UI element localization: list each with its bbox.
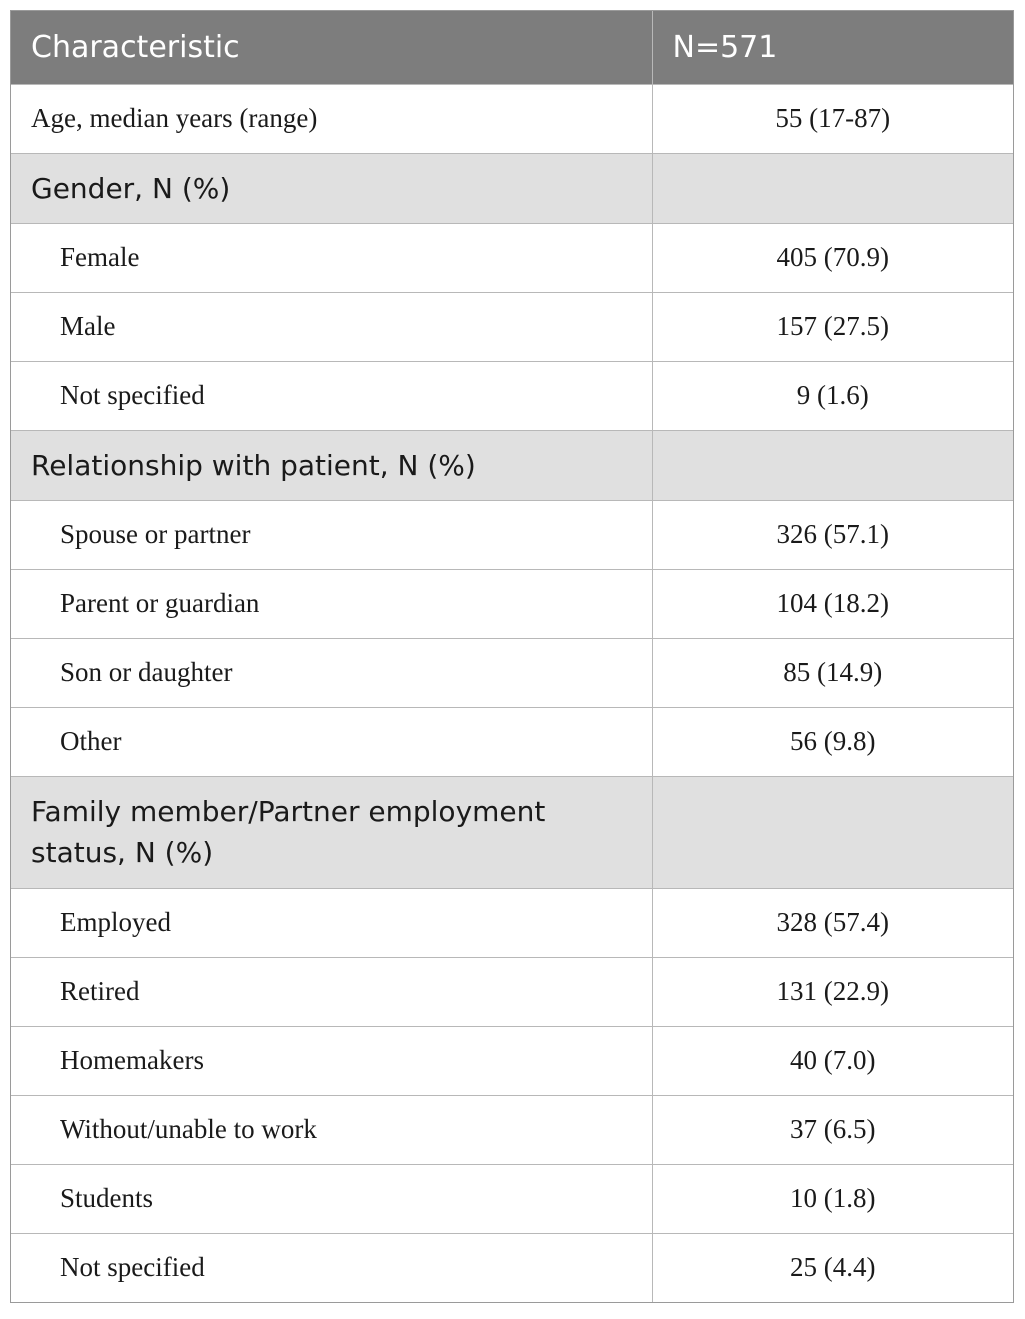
row-value: 104 (18.2): [652, 569, 1013, 638]
row-label: Not specified: [11, 361, 652, 430]
table-row: [11, 888, 1013, 957]
table-row: [11, 638, 1013, 707]
table-row: [11, 223, 1013, 292]
section-empty-cell: [652, 430, 1013, 500]
table-row: [11, 1026, 1013, 1095]
section-empty-cell: [652, 153, 1013, 223]
section-title: Relationship with patient, N (%): [11, 430, 652, 500]
section-header-relationship: [11, 430, 1013, 500]
section-title: [11, 776, 652, 888]
section-empty-cell: [652, 776, 1013, 888]
section-title-line-2: status, N (%): [31, 836, 214, 869]
row-value: 25 (4.4): [652, 1233, 1013, 1302]
row-label: Female: [11, 223, 652, 292]
table-header-row: [11, 11, 1013, 84]
section-title: Gender, N (%): [11, 153, 652, 223]
table-row: [11, 707, 1013, 776]
row-value: 40 (7.0): [652, 1026, 1013, 1095]
row-value: 328 (57.4): [652, 888, 1013, 957]
row-label: Other: [11, 707, 652, 776]
table-row: [11, 361, 1013, 430]
section-title-line-1: Family member/Partner employment: [31, 795, 546, 828]
table-row: [11, 500, 1013, 569]
section-header-employment: [11, 776, 1013, 888]
row-value: 55 (17-87): [652, 84, 1013, 153]
column-header-characteristic: Characteristic: [11, 11, 652, 84]
row-value: 9 (1.6): [652, 361, 1013, 430]
row-label: Students: [11, 1164, 652, 1233]
row-label: Without/unable to work: [11, 1095, 652, 1164]
row-value: 85 (14.9): [652, 638, 1013, 707]
row-label: Spouse or partner: [11, 500, 652, 569]
row-value: 157 (27.5): [652, 292, 1013, 361]
row-value: 37 (6.5): [652, 1095, 1013, 1164]
row-label: Son or daughter: [11, 638, 652, 707]
row-value: 326 (57.1): [652, 500, 1013, 569]
table-row: [11, 292, 1013, 361]
table-row: [11, 957, 1013, 1026]
section-header-gender: [11, 153, 1013, 223]
characteristics-table: [11, 11, 1013, 1302]
row-label: Parent or guardian: [11, 569, 652, 638]
row-value: 131 (22.9): [652, 957, 1013, 1026]
row-label: Retired: [11, 957, 652, 1026]
table-row-age: [11, 84, 1013, 153]
row-value: 405 (70.9): [652, 223, 1013, 292]
characteristics-table-container: [10, 10, 1014, 1303]
row-value: 56 (9.8): [652, 707, 1013, 776]
row-label: Age, median years (range): [11, 84, 652, 153]
row-label: Not specified: [11, 1233, 652, 1302]
table-row: [11, 569, 1013, 638]
table-row: [11, 1095, 1013, 1164]
row-label: Employed: [11, 888, 652, 957]
table-row: [11, 1233, 1013, 1302]
table-row: [11, 1164, 1013, 1233]
row-value: 10 (1.8): [652, 1164, 1013, 1233]
row-label: Homemakers: [11, 1026, 652, 1095]
column-header-n: N=571: [652, 11, 1013, 84]
row-label: Male: [11, 292, 652, 361]
